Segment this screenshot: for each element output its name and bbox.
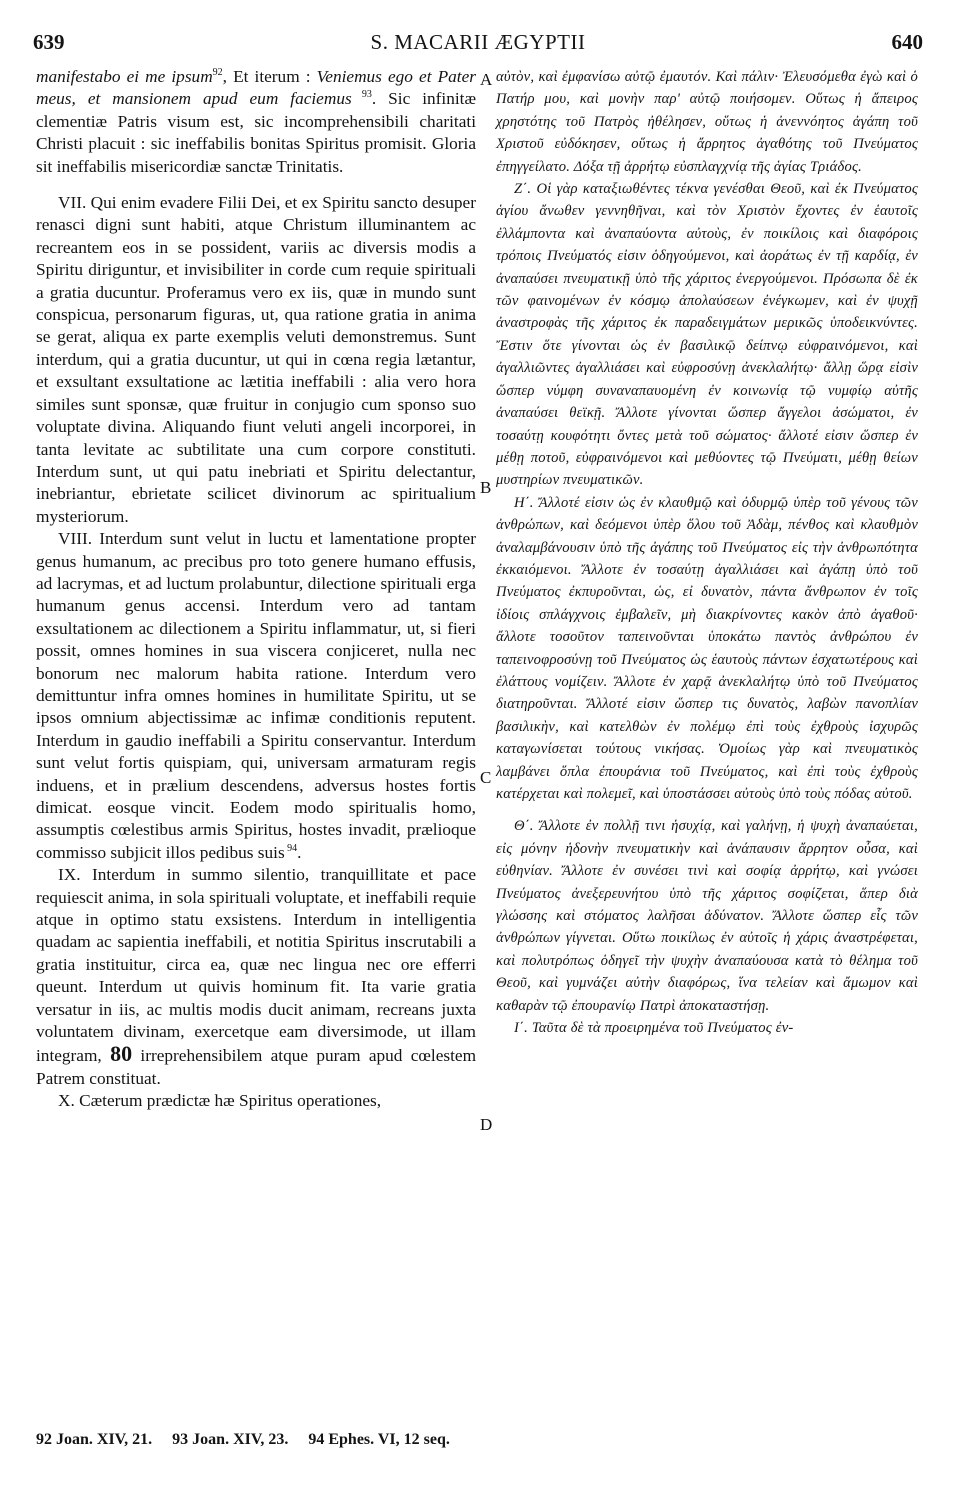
footnote-ref: 94 xyxy=(284,843,298,855)
latin-column xyxy=(36,66,476,1113)
text-run: , Et iterum : xyxy=(222,67,317,86)
text-run: irreprehensibilem atque puram apud cœlestem Patrem constituat. xyxy=(36,1046,477,1088)
paragraph xyxy=(496,178,918,492)
text-run: αὐτὸν, καὶ ἐμφανίσω αὐτῷ ἐμαυτόν. Καὶ πάλιν· Ἐλευσόμεθα ἐγὼ καὶ ὁ Πατήρ μου, καὶ μονὴν παρ' αὐτῷ ποιήσομεν. Οὕτως ἡ ἄπειρος χρηστότης τοῦ Πατρὸς ἠθέλησεν, οὕτως ἡ ἀνεννόητος ἀγάπη τοῦ Χριστοῦ εὐδόκησεν, οὕτως ἡ ἄρρητος ἀγαθότης τοῦ Πνεύματος ἐπηγγείλατο. Δόξα τῇ ἀρρήτῳ εὐσπλαγχνίᾳ τῆς ἁγίας Τριάδος. xyxy=(496,69,918,175)
page-number-right: 640 xyxy=(891,30,923,54)
paragraph xyxy=(496,492,918,806)
paragraph xyxy=(36,1090,476,1112)
text-run: IX. Interdum in summo silentio, tranquillitate et pace requiescit anima, in sola spirituali voluptate, et ineffabili requie atque in optimo statu exsistens. Interdum in intelligentia quadam ac sapientia ineffabili, et notitia Spiritus inscrutabili a gratia instituitur, circa ea, quæ nec lingua nec ore efferri queunt. Interdum ut quivis hominum fit. Ita varie gratia versatur in iis, ac multis modis ducit animam, recreans juxta voluntatem divinam, exercetque eam diversimode, ut illam integram, xyxy=(36,865,476,1066)
page-number-left: 639 xyxy=(33,30,65,54)
paragraph xyxy=(36,864,476,1090)
text-run: manifestabo ei me ipsum xyxy=(36,67,213,86)
paragraph xyxy=(36,528,476,864)
text-run: Θ΄. Ἄλλοτε ἐν πολλῇ τινι ἡσυχίᾳ, καὶ γαλήνῃ, ἡ ψυχὴ ἀναπαύεται, εἰς μόνην ἡδονὴν πνευματικὴν καὶ ἀνάπαυσιν ἄρρητον οὖσα, καὶ εὐθηνίαν. Ἄλλοτε ἐν συνέσει τινὶ καὶ σοφίᾳ ἀρρήτῳ, καὶ γνώσει Πνεύματος ἀνεξερευνήτου ὑπὸ τῆς χάριτος σοφίζεται, ἅπερ διὰ γλώσσης καὶ στόματος λαλῆσαι ἀδύνατον. Ἄλλοτε ὥσπερ εἷς τῶν ἀνθρώπων γίγνεται. Οὕτω ποικίλως ἐν αὐτοῖς ἡ χάρις ἀναστρέφεται, καὶ πολυτρόπως ὁδηγεῖ τὴν ψυχὴν ἀναπαύουσα κατὰ τὸ θέλημα τοῦ Θεοῦ, καὶ γυμνάζει αὐτὴν διαφόρως, ἵνα τελείαν καὶ ἄμωμον καὶ καθαρὰν τῷ ἐπουρανίῳ Πατρὶ ἀποκαταστήσῃ. xyxy=(496,818,918,1014)
footnote-ref: 92 xyxy=(212,67,223,79)
margin-marker-b: B xyxy=(480,478,492,497)
footnote-92: 92 Joan. XIV, 21. xyxy=(36,1431,153,1448)
text-run: . xyxy=(297,842,302,862)
text-run: Veniemus ego et Pater meus, et mansionem apud eum faciemus xyxy=(36,67,477,109)
text-run: X. Cæterum prædictæ hæ Spiritus operationes, xyxy=(58,1091,382,1111)
running-title: S. MACARII ÆGYPTII xyxy=(370,30,586,54)
paragraph xyxy=(36,192,476,528)
text-run: . Sic infinitæ clementiæ Patris visum est, sic incomprehensibili charitati Christi placuit : sic ineffabilis bonitas Spiritus promisit. Gloria sit ineffabilis misericordiæ sanctæ Trinitatis. xyxy=(36,89,477,176)
footnote-ref: 93 xyxy=(351,89,372,101)
margin-marker-c: C xyxy=(480,768,492,787)
paragraph xyxy=(496,66,918,178)
footnote-94: 94 Ephes. VI, 12 seq. xyxy=(308,1431,450,1448)
text-run: VIII. Interdum sunt velut in luctu et lamentatione propter genus humanum, ac precibus pro toto genere humano effusis, ad lacrymas, et ad luctum prolabuntur, dilectione spirituali erga humanum genus accensi. Interdum vero ad tantam exsultationem ac dilectionem a Spiritu inflammatur, ut, si fieri possit, omnes homines in sua viscera conjiceret, nulla nec bonorum nec malorum habita ratione. Interdum vero demittuntur infra omnes homines in humilitate Spiritu, ut se ipsos omnium abjectissimæ ac infimæ conditionis reputent. Interdum in gaudio ineffabili a Spiritu conservantur. Interdum sunt velut fortis quispiam, qui, universam armaturam regis induens, et in prælium descendens, adversus hostes fortis dimicat. eosque vincit. Eodem modo spiritualis homo, assumptis cœlestibus armis Spiritus, hostes invadit, prælioque commisso subjicit illos pedibus suis xyxy=(36,529,476,862)
text-run: Ι΄. Ταῦτα δὲ τὰ προειρημένα τοῦ Πνεύματος ἐν- xyxy=(514,1020,794,1037)
text-run: VII. Qui enim evadere Filii Dei, et ex Spiritu sancto desuper renasci digni sunt habiti, atque Christum illuminantem ac recreantem eos in se possident, variis ac diversis modis a Spiritu diriguntur, et invisibiliter in corde cum requie spirituali a gratia ducuntur. Proferamus vero ex iis, quæ in mundo sunt conspicua, personarum figuras, ut, qua ratione gratia in anima se gerat, aliqua ex parte exemplis veluti demonstremus. Sunt interdum, qui a gratia ducuntur, ut qui in cœna regia lætantur, et exsultant exsultatione ac lætitia ineffabili : alia vero hora similes sunt sponsæ, quæ fruitur in conjugio cum sponso suo voluptate divina. Aliquando fiunt veluti angeli incorporei, in tanta levitate ac subtilitate una cum corpore constituti. Interdum sunt, ut qui patu inebriati et Spiritu delectantur, inebriantur, ebrietate scilicet divinorum ac spiritualium mysteriorum. xyxy=(36,193,476,526)
paragraph xyxy=(36,66,476,178)
paragraph-gap xyxy=(36,178,476,192)
margin-marker-a: A xyxy=(480,70,493,89)
paragraph xyxy=(496,815,918,1017)
footnotes xyxy=(36,1431,466,1449)
text-run: Ζ΄. Οἱ γὰρ καταξιωθέντες τέκνα γενέσθαι Θεοῦ, καὶ ἐκ Πνεύματος ἁγίου ἄνωθεν γεννηθῆναι, καὶ τὸν Χριστὸν ἔχοντες ἐν ἑαυτοῖς ἐλλάμποντα καὶ ἀναπαύοντα αὐτοὺς, ἐν ποικίλοις καὶ διαφόροις τρόποις Πνεύματός εἰσιν ὁδηγούμενοι, καὶ ἀοράτως ἐν τῇ καρδίᾳ, ἐν ἀναπαύσει πνευματικῇ ὑπὸ τῆς χάριτος ἐνεργούμενοι. Πρόσωπα δὲ ἐκ τῶν φαινομένων ἐν κόσμῳ ἀπολαύσεων ἐνέγκωμεν, καὶ ἐν ψυχῇ ἀναστροφὰς τῆς χάριτος ἐκ παραδειγμάτων μερικῶς ὑποδεικνύντες. Ἔστιν ὅτε γίνονται ὡς ἐν βασιλικῷ δείπνῳ εὐφραινόμενοι, καὶ ἀγαλλιῶντες ἀγαλλιάσει καὶ εὐφροσύνῃ ἀνεκλαλήτῳ· ἄλλῃ ὥρᾳ εἰσὶν ὥσπερ νύμφη συναναπαυομένη ἐν κοινωνίᾳ τῷ νυμφίῳ αὐτῆς ἀναπαύσει θεϊκῇ. Ἄλλοτε γίνονται ὥσπερ ἄγγελοι ἀσώματοι, ἐν τοσαύτῃ κουφότητι ὄντες μετὰ τοῦ σώματος· ἄλλοτέ εἰσιν ὥσπερ ἐν μέθῃ ποτοῦ, εὐφραινόμενοι καὶ μεθύοντες τῷ Πνεύματι, μέθῃ θείων μυστηρίων πνευματικῶν. xyxy=(496,181,918,489)
paragraph-gap xyxy=(496,805,918,815)
column-number: 80 xyxy=(110,1041,133,1067)
margin-marker-d: D xyxy=(480,1115,493,1134)
page-header xyxy=(33,30,923,60)
footnote-93: 93 Joan. XIV, 23. xyxy=(172,1431,289,1448)
paragraph xyxy=(496,1017,918,1039)
text-run: Η΄. Ἄλλοτέ εἰσιν ὡς ἐν κλαυθμῷ καὶ ὀδυρμῷ ὑπὲρ τοῦ γένους τῶν ἀνθρώπων, καὶ δεόμενοι ὑπὲρ ὅλου τοῦ Ἀδὰμ, πένθος καὶ κλαυθμὸν ἀναλαμβάνουσιν ὑπὸ τῆς ἀγάπης τοῦ Πνεύματος εἰς τὴν ἀνθρωπότητα ἐκκαιόμενοι. Ἄλλοτε ἐν τοσαύτῃ ἀγαλλιάσει καὶ ἀγάπῃ ὑπὸ τοῦ Πνεύματος ἐκπυροῦνται, ὡς, εἰ δυνατὸν, πάντα ἄνθρωπον ἐν τοῖς ἰδίοις σπλάγχνοις ἐμβαλεῖν, μὴ διακρίνοντες κακὸν ἀπὸ ἀγαθοῦ· ἄλλοτε τοσοῦτον ταπεινοῦνται ὑποκάτω παντὸς ἀνθρώπου ἐν ταπεινοφροσύνῃ τοῦ Πνεύματος ὡς ἑαυτοὺς πάντων ἐσχατωτέρους καὶ ἐλάττους νομίζειν. Ἄλλοτε ἐν χαρᾷ ἀνεκλαλήτῳ ὑπὸ τοῦ Πνεύματος διατηροῦνται. Ἄλλοτέ εἰσιν ὥσπερ τις δυνατὸς, λαβὼν πανοπλίαν βασιλικὴν, καὶ κατελθὼν ἐν πολέμῳ ἐπὶ τοὺς ἐχθροὺς ἰσχυρῶς καταγωνίσεται τούτους νικήσας. Ὁμοίως γὰρ καὶ πνευματικὸς λαμβάνει ὅπλα ἐπουράνια τοῦ Πνεύματος, καὶ ἐπὶ τοὺς ἐχθροὺς κατέρχεται καὶ πολεμεῖ, καὶ ὑποστάσσει αὐτοὺς ὑπὸ τοὺς πόδας αὐτοῦ. xyxy=(496,494,918,802)
greek-column xyxy=(496,66,918,1039)
